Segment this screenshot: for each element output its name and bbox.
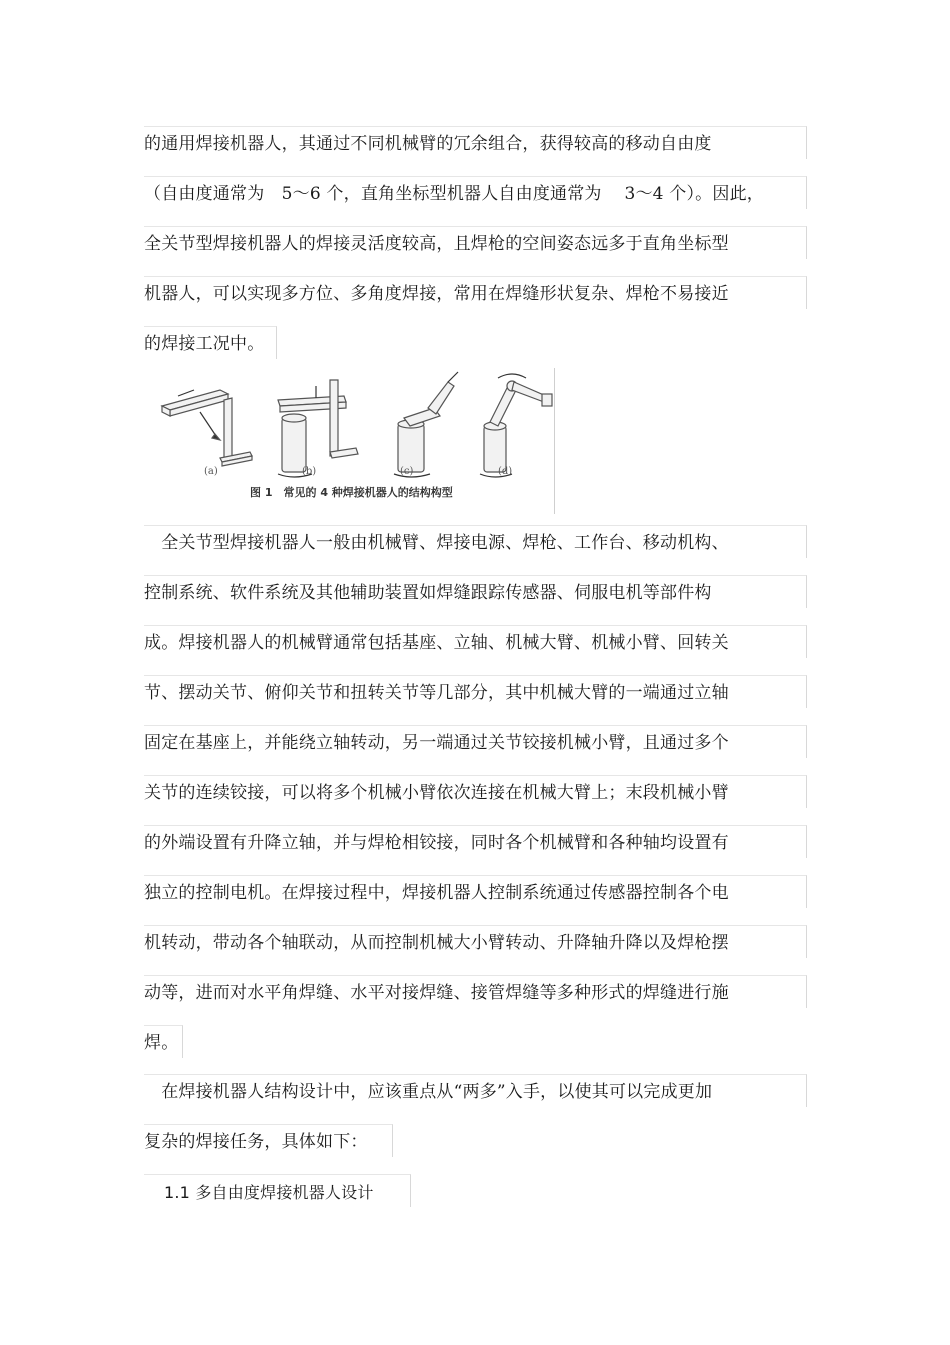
robot-a-diagram <box>162 390 252 466</box>
text-line: 机器人，可以实现多方位、多角度焊接，常用在焊缝形状复杂、焊枪不易接近 <box>144 284 729 304</box>
robot-d-diagram <box>480 374 552 477</box>
section-heading: 1.1 多自由度焊接机器人设计 <box>164 1183 374 1202</box>
text-line: 全关节型焊接机器人的焊接灵活度较高，且焊枪的空间姿态远多于直角坐标型 <box>144 234 729 254</box>
text-line: 焊。 <box>144 1033 179 1053</box>
robot-c-diagram <box>394 372 458 477</box>
figure-caption: 图 1 常见的 4 种焊接机器人的结构构型 <box>250 486 453 499</box>
text-line: 独立的控制电机。在焊接过程中，焊接机器人控制系统通过传感器控制各个电 <box>144 883 729 903</box>
figure-label-b: (b) <box>302 466 317 477</box>
text-line: 的外端设置有升降立轴，并与焊枪相铰接，同时各个机械臂和各种轴均设置有 <box>144 833 729 853</box>
figure-label-d: (d) <box>498 466 513 477</box>
text-line: 动等，进而对水平角焊缝、水平对接焊缝、接管焊缝等多种形式的焊缝进行施 <box>144 983 729 1003</box>
figure-label-c: (c) <box>400 466 414 477</box>
text-line: 节、摆动关节、俯仰关节和扭转关节等几部分，其中机械大臂的一端通过立轴 <box>144 683 729 703</box>
text-line: 全关节型焊接机器人一般由机械臂、焊接电源、焊枪、工作台、移动机构、 <box>144 533 729 553</box>
text-line: 固定在基座上，并能绕立轴转动，另一端通过关节铰接机械小臂，且通过多个 <box>144 733 729 753</box>
text-line: 成。焊接机器人的机械臂通常包括基座、立轴、机械大臂、机械小臂、回转关 <box>144 633 729 653</box>
text-line: 的通用焊接机器人，其通过不同机械臂的冗余组合，获得较高的移动自由度 <box>144 134 712 154</box>
text-line: 控制系统、软件系统及其他辅助装置如焊缝跟踪传感器、伺服电机等部件构 <box>144 583 712 603</box>
figure-label-a: (a) <box>204 466 218 477</box>
text-line: 机转动，带动各个轴联动，从而控制机械大小臂转动、升降轴升降以及焊枪摆 <box>144 933 729 953</box>
robot-b-diagram <box>278 380 358 477</box>
text-line: 在焊接机器人结构设计中，应该重点从“两多”入手，以使其可以完成更加 <box>144 1082 713 1102</box>
text-line: 复杂的焊接任务，具体如下： <box>144 1132 368 1152</box>
text-line: （自由度通常为 5～6 个，直角坐标型机器人自由度通常为 3～4 个）。因此， <box>144 184 764 204</box>
text-line: 关节的连续铰接，可以将多个机械小臂依次连接在机械大臂上；末段机械小臂 <box>144 783 729 803</box>
figure-border-right <box>554 368 555 514</box>
robot-configurations-figure <box>160 368 556 514</box>
text-line: 的焊接工况中。 <box>144 334 265 354</box>
